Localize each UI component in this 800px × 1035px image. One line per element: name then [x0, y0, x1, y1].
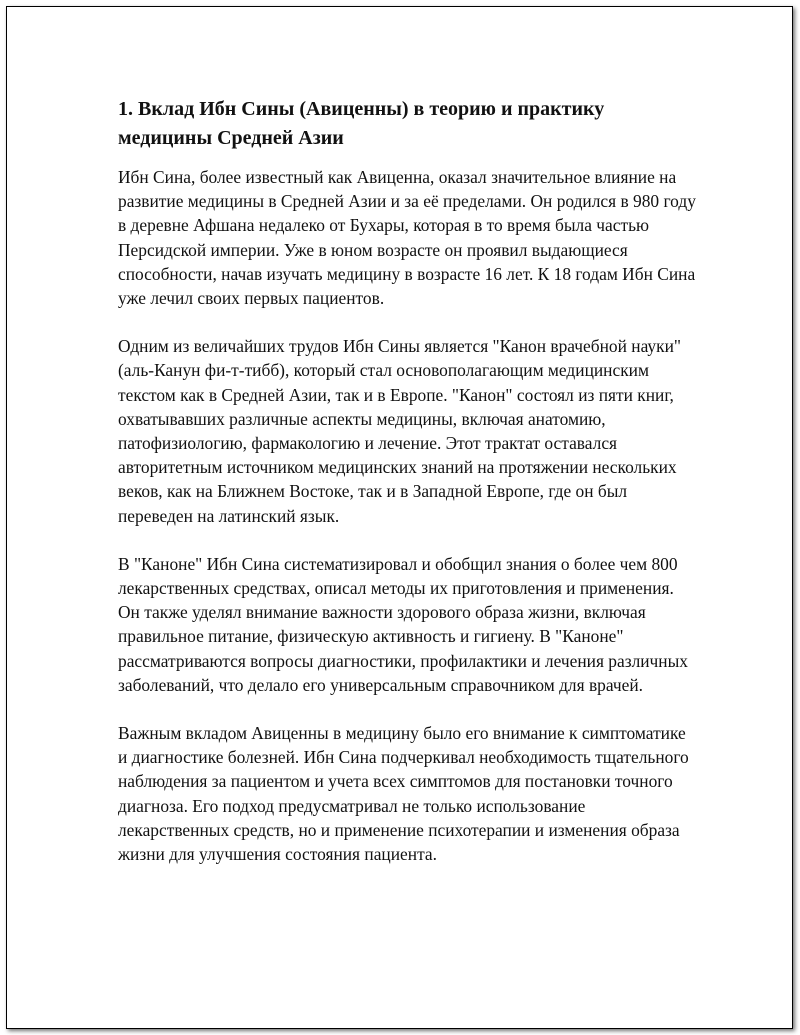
document-title: 1. Вклад Ибн Сины (Авиценны) в теорию и практику медицины Средней Азии [118, 98, 605, 149]
paragraph-3: В "Каноне" Ибн Сина систематизировал и обобщил знания о более чем 800 лекарственных средствах, описал методы их приготовления и применения. Он также уделял внимание важности здорового образа жизни, включая правильное питание, физическую активность и гигиену. В "Каноне" рассматриваются вопросы диагностики, профилактики и лечения различных заболеваний, что делало его универсальным справочником для врачей. [118, 553, 688, 695]
paragraph-1: Ибн Сина, более известный как Авиценна, оказал значительное влияние на развитие медицины в Средней Азии и за её пределами. Он родился в 980 году в деревне Афшана недалеко от Бухары, которая в то время была частью Персидской империи. Уже в юном возрасте он проявил выдающиеся способности, начав изучать медицину в возрасте 16 лет. К 18 годам Ибн Сина уже лечил своих первых пациентов. [118, 167, 696, 309]
paragraph-2: Одним из величайших трудов Ибн Сины является "Канон врачебной науки" (аль-Канун фи-т-тибб), который стал основополагающим медицинским текстом как в Средней Азии, так и в Европе. "Канон" состоял из пяти книг, охватывавших различные аспекты медицины, включая анатомию, патофизиологию, фармакологию и лечение. Этот трактат оставался авторитетным источником медицинских знаний на протяжении нескольких веков, как на Ближнем Востоке, так и в Западной Европе, где он был переведен на латинский язык. [118, 336, 681, 526]
document-page [6, 6, 793, 1029]
paragraph-4: Важным вкладом Авиценны в медицину было его внимание к симптоматике и диагностике болезней. Ибн Сина подчеркивал необходимость тщательного наблюдения за пациентом и учета всех симптомов для постановки точного диагноза. Его подход предусматривал не только использование лекарственных средств, но и применение психотерапии и изменения образа жизни для улучшения состояния пациента. [118, 723, 689, 865]
document-content [118, 95, 698, 890]
